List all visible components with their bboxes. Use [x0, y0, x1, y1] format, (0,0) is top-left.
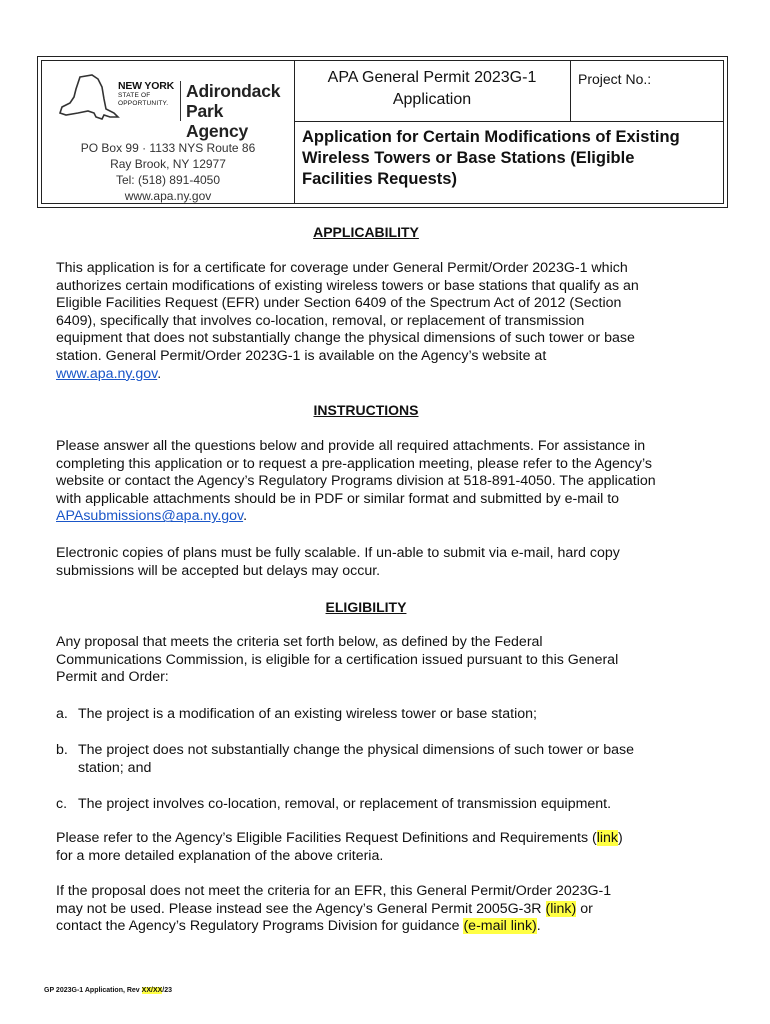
regulatory-programs-email-link[interactable]: (e-mail link) — [463, 918, 537, 935]
header-divider — [570, 61, 571, 121]
new-york-state-map-icon — [58, 73, 120, 123]
definitions-reference-paragraph: Please refer to the Agency’s Eligible Facilities Request Definitions and Requirements (link) for a more detailed explanation of the above criteria. — [56, 830, 623, 864]
general-permit-2005g-3r-link[interactable]: (link) — [545, 900, 577, 917]
instructions-paragraph-2: Electronic copies of plans must be fully scalable. If un-able to submit via e-mail, hard copy submissions will be accepted but delays may occur. — [56, 545, 620, 579]
header-inner-border — [41, 60, 724, 204]
instructions-paragraph: Please answer all the questions below and provide all required attachments. For assistance in completing this application or to request a pre-application meeting, please refer to the Agency’s website or contact the Agency’s Regulatory Programs division at 518-891-4050. The application with applicable attachments should be in PDF or similar format and submitted by e-mail to APAsubmissions@apa.ny.gov. — [56, 438, 656, 525]
header-box — [37, 56, 728, 208]
agency-address: PO Box 99 · 1133 NYS Route 86 Ray Brook, NY 12977 Tel: (518) 891-4050 www.apa.ny.gov — [80, 141, 256, 203]
alternative-permit-paragraph: If the proposal does not meet the criteria for an EFR, this General Permit/Order 2023G-1 may not be used. Please instead see the Agency’s General Permit 2005G-3R (link) or contact the Agency’s Regulatory Programs Division for guidance (e-mail link). — [56, 883, 612, 935]
apa-website-link[interactable]: www.apa.ny.gov — [56, 365, 158, 382]
section-heading-applicability: APPLICABILITY — [313, 224, 419, 240]
logo-separator — [180, 81, 181, 121]
permit-title: APA General Permit 2023G-1 Application — [327, 69, 537, 108]
list-item: c. The project involves co-location, removal, or replacement of transmission equipment. — [56, 796, 612, 812]
section-heading-instructions: INSTRUCTIONS — [313, 402, 419, 418]
eligibility-intro: Any proposal that meets the criteria set forth below, as defined by the Federal Communications Commission, is eligible for a certification issued pursuant to this General Permit and Order: — [56, 634, 619, 686]
definitions-link[interactable]: link — [596, 830, 619, 846]
list-item: a. The project is a modification of an existing wireless tower or base station; — [56, 706, 537, 722]
application-title: Application for Certain Modifications of Existing Wireless Towers or Base Stations (Eligible Facilities Requests) — [302, 128, 680, 188]
submission-email-link[interactable]: APAsubmissions@apa.ny.gov — [56, 508, 244, 525]
agency-name: Adirondack Park Agency — [186, 81, 281, 141]
project-number-label: Project No.: — [578, 71, 652, 87]
nys-wordmark: NEW YORK STATE OF OPPORTUNITY. — [118, 80, 174, 107]
agency-logo — [58, 73, 281, 141]
section-heading-eligibility: ELIGIBILITY — [325, 599, 407, 615]
page-footer: GP 2023G-1 Application, Rev XX/XX/23 — [44, 987, 173, 994]
header-divider — [294, 121, 723, 122]
list-item: b. The project does not substantially change the physical dimensions of such tower or base station; and — [56, 742, 634, 776]
applicability-paragraph: This application is for a certificate for coverage under General Permit/Order 2023G-1 which authorizes certain modifications of existing wireless towers or base stations that qualify as an Eligible Facilities Request (EFR) under Section 6409 of the Spectrum Act of 2012 (Section 6409), specifically that involves co-location, removal, or replacement of transmission equipment that does not substantially change the physical dimensions of such tower or base station. General Permit/Order 2023G-1 is available on the Agency’s website at www.apa.ny.gov. — [56, 260, 639, 382]
